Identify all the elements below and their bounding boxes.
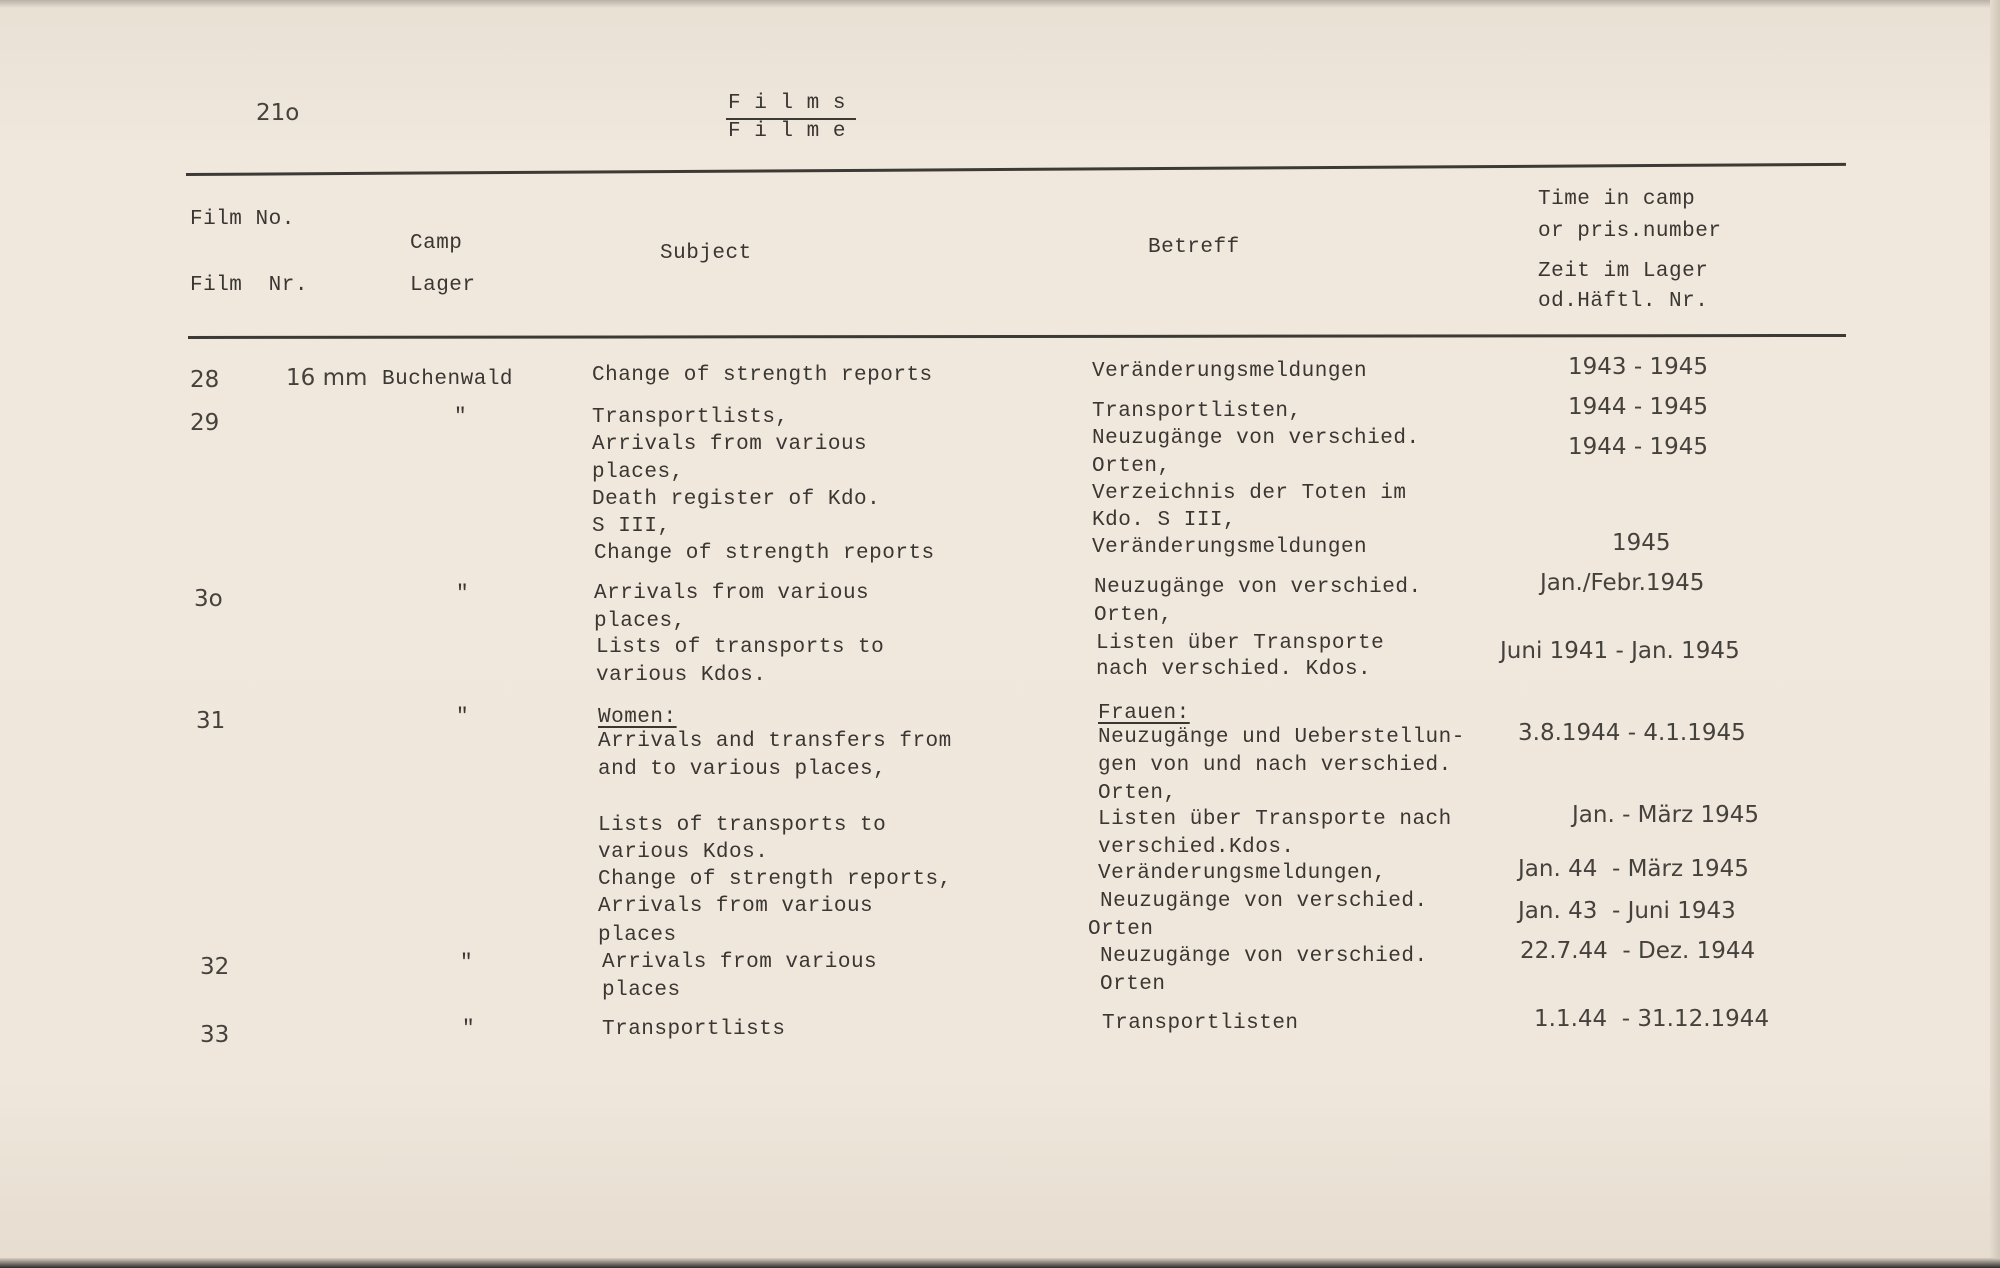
subject-line: Arrivals from various <box>594 582 870 605</box>
subject-line: various Kdos. <box>596 664 767 687</box>
film-number: 29 <box>190 410 220 436</box>
subject-line: Lists of transports to <box>596 636 885 659</box>
camp-name: Buchenwald <box>382 368 514 391</box>
time-range: 1945 <box>1612 530 1671 556</box>
page-right-edge <box>1990 0 2000 1268</box>
subject-line: Change of strength reports <box>594 542 935 565</box>
betreff-line: Neuzugänge von verschied. <box>1100 890 1428 913</box>
subject-line: S III, <box>592 515 671 538</box>
subject-heading: Women: <box>598 706 677 729</box>
header-time-en-2: or pris.number <box>1538 220 1722 243</box>
betreff-line: Veränderungsmeldungen, <box>1098 862 1387 885</box>
film-format: 16 mm <box>286 365 368 391</box>
header-time-de-1: Zeit im Lager <box>1538 260 1709 283</box>
ditto-mark: " <box>456 706 470 729</box>
table-top-rule <box>186 163 1846 176</box>
film-number: 32 <box>200 954 230 980</box>
header-subject: Subject <box>660 242 752 265</box>
time-range: 3.8.1944 - 4.1.1945 <box>1518 720 1746 746</box>
betreff-line: Orten, <box>1094 604 1173 627</box>
betreff-line: Orten <box>1100 973 1166 996</box>
subject-line: Transportlists, <box>592 406 789 429</box>
ditto-mark: " <box>462 1018 476 1041</box>
subject-line: Death register of Kdo. <box>592 488 881 511</box>
betreff-line: Veränderungsmeldungen <box>1092 536 1368 559</box>
time-range: Juni 1941 - Jan. 1945 <box>1500 638 1740 664</box>
betreff-line: Orten <box>1088 918 1154 941</box>
subject-line: and to various places, <box>598 758 887 781</box>
time-range: 22.7.44 - Dez. 1944 <box>1520 938 1756 964</box>
betreff-line: Veränderungsmeldungen <box>1092 360 1368 383</box>
betreff-line: Orten, <box>1092 455 1171 478</box>
betreff-line: verschied.Kdos. <box>1098 836 1295 859</box>
betreff-line: Neuzugänge von verschied. <box>1100 945 1428 968</box>
time-range: 1944 - 1945 <box>1568 394 1708 420</box>
betreff-line: nach verschied. Kdos. <box>1096 658 1372 681</box>
ditto-mark: " <box>460 952 474 975</box>
header-camp-en: Camp <box>410 232 463 255</box>
subject-line: Change of strength reports, <box>598 868 952 891</box>
time-range: 1.1.44 - 31.12.1944 <box>1534 1006 1770 1032</box>
ditto-mark: " <box>456 583 470 606</box>
time-range: 1944 - 1945 <box>1568 434 1708 460</box>
betreff-heading: Frauen: <box>1098 702 1190 725</box>
betreff-line: Neuzugänge von verschied. <box>1092 427 1420 450</box>
header-time-de-2: od.Häftl. Nr. <box>1538 290 1709 313</box>
betreff-line: Transportlisten, <box>1092 400 1302 423</box>
header-time-en-1: Time in camp <box>1538 188 1696 211</box>
betreff-line: Orten, <box>1098 782 1177 805</box>
time-range: Jan. - März 1945 <box>1572 802 1759 828</box>
page-number: 21o <box>256 100 300 126</box>
subject-line: various Kdos. <box>598 841 769 864</box>
betreff-line: Transportlisten <box>1102 1012 1299 1035</box>
betreff-line: gen von und nach verschied. <box>1098 754 1452 777</box>
subject-line: places, <box>594 610 686 633</box>
subject-line: Arrivals from various <box>602 951 878 974</box>
subject-line: places <box>602 979 681 1002</box>
betreff-line: Kdo. S III, <box>1092 509 1237 532</box>
subject-line: Change of strength reports <box>592 364 933 387</box>
title-english: F i l m s <box>728 92 846 115</box>
subject-line: Lists of transports to <box>598 814 887 837</box>
subject-line: Arrivals from various <box>598 895 874 918</box>
time-range: 1943 - 1945 <box>1568 354 1708 380</box>
betreff-line: Verzeichnis der Toten im <box>1092 482 1407 505</box>
header-film-no-en: Film No. <box>190 208 295 231</box>
time-range: Jan. 43 - Juni 1943 <box>1518 898 1736 924</box>
header-camp-de: Lager <box>410 274 476 297</box>
page-top-edge <box>0 0 2000 8</box>
betreff-line: Listen über Transporte <box>1096 632 1385 655</box>
betreff-line: Neuzugänge und Ueberstellun- <box>1098 726 1465 749</box>
page-bottom-edge <box>0 1258 2000 1268</box>
film-number: 31 <box>196 708 226 734</box>
betreff-line: Neuzugänge von verschied. <box>1094 576 1422 599</box>
time-range: Jan. 44 - März 1945 <box>1518 856 1749 882</box>
header-betreff: Betreff <box>1148 236 1240 259</box>
subject-line: Arrivals from various <box>592 433 868 456</box>
film-number: 33 <box>200 1022 230 1048</box>
subject-line: places <box>598 924 677 947</box>
ditto-mark: " <box>454 406 468 429</box>
subject-line: Arrivals and transfers from <box>598 730 952 753</box>
time-range: Jan./Febr.1945 <box>1540 570 1705 596</box>
film-number: 3o <box>194 586 223 612</box>
title-german: F i l m e <box>728 120 846 143</box>
subject-line: Transportlists <box>602 1018 786 1041</box>
film-number: 28 <box>190 367 220 393</box>
betreff-line: Listen über Transporte nach <box>1098 808 1452 831</box>
subject-line: places, <box>592 461 684 484</box>
header-film-no-de: Film Nr. <box>190 274 308 297</box>
table-header-rule <box>188 334 1846 339</box>
